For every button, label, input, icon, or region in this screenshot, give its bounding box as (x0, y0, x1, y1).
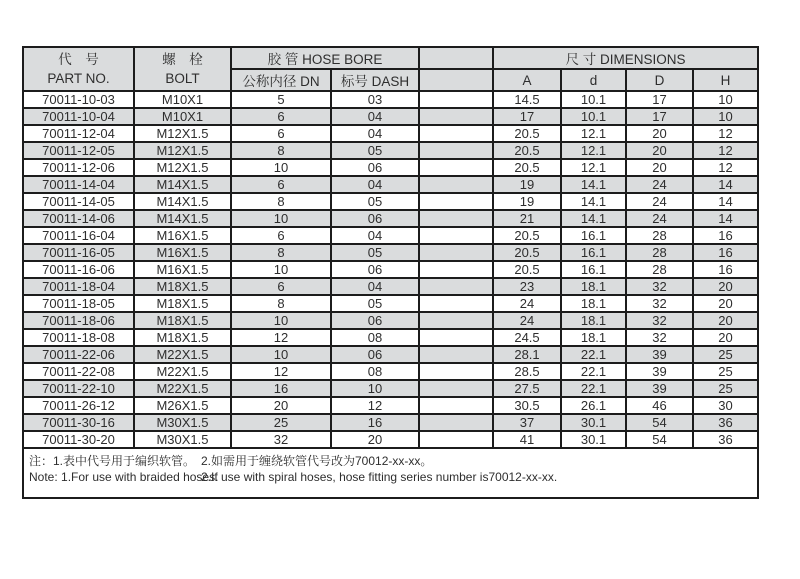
cell-dim-a: 27.5 (493, 380, 561, 397)
spacer-cell (419, 414, 493, 431)
cell-dim-d: 18.1 (561, 312, 626, 329)
table-row (23, 431, 758, 448)
spacer-cell (419, 159, 493, 176)
cell-dn: 10 (231, 312, 331, 329)
cell-dash: 04 (331, 227, 419, 244)
spacer-cell (419, 176, 493, 193)
cell-bolt: M10X1 (134, 108, 231, 125)
cell-dim-d: 12.1 (561, 159, 626, 176)
cell-part-no: 70011-16-05 (23, 244, 134, 261)
spacer-cell (419, 312, 493, 329)
cell-bolt: M16X1.5 (134, 261, 231, 278)
header-dim-h: H (693, 69, 758, 91)
note-en-2: 2.If use with spiral hoses, hose fitting series number is70012-xx-xx. (201, 470, 558, 484)
spacer-cell (419, 397, 493, 414)
cell-bolt: M26X1.5 (134, 397, 231, 414)
cell-bolt: M22X1.5 (134, 363, 231, 380)
cell-part-no: 70011-14-06 (23, 210, 134, 227)
cell-bolt: M10X1 (134, 91, 231, 108)
cell-part-no: 70011-12-05 (23, 142, 134, 159)
cell-dim-d: 22.1 (561, 380, 626, 397)
table-row (23, 312, 758, 329)
cell-dim-d: 22.1 (561, 346, 626, 363)
cell-dim-d-major: 28 (626, 227, 693, 244)
cell-dn: 6 (231, 125, 331, 142)
cell-dim-a: 20.5 (493, 159, 561, 176)
cell-dash: 06 (331, 159, 419, 176)
cell-bolt: M12X1.5 (134, 125, 231, 142)
cell-dim-d: 10.1 (561, 91, 626, 108)
cell-part-no: 70011-12-06 (23, 159, 134, 176)
cell-dim-d-major: 39 (626, 346, 693, 363)
cell-dash: 06 (331, 346, 419, 363)
cell-dim-a: 21 (493, 210, 561, 227)
table-row (23, 159, 758, 176)
cell-part-no: 70011-16-06 (23, 261, 134, 278)
cell-dash: 08 (331, 363, 419, 380)
cell-part-no: 70011-30-16 (23, 414, 134, 431)
cell-bolt: M30X1.5 (134, 414, 231, 431)
table-row (23, 193, 758, 210)
table-row (23, 244, 758, 261)
cell-bolt: M22X1.5 (134, 380, 231, 397)
table-row (23, 295, 758, 312)
cell-bolt: M18X1.5 (134, 312, 231, 329)
cell-dim-d-major: 32 (626, 312, 693, 329)
cell-part-no: 70011-18-04 (23, 278, 134, 295)
cell-dim-a: 20.5 (493, 125, 561, 142)
spacer-cell (419, 91, 493, 108)
header-spacer-top (419, 47, 493, 69)
cell-dash: 05 (331, 142, 419, 159)
cell-dn: 10 (231, 159, 331, 176)
cell-dim-d-major: 32 (626, 278, 693, 295)
header-dn: 公称内径 DN (231, 69, 331, 91)
cell-dim-h: 25 (693, 346, 758, 363)
cell-dim-h: 14 (693, 210, 758, 227)
cell-bolt: M16X1.5 (134, 227, 231, 244)
cell-dash: 03 (331, 91, 419, 108)
cell-bolt: M12X1.5 (134, 159, 231, 176)
cell-dash: 20 (331, 431, 419, 448)
spacer-cell (419, 329, 493, 346)
cell-dim-h: 16 (693, 244, 758, 261)
cell-dim-d-major: 20 (626, 142, 693, 159)
cell-dim-d: 30.1 (561, 431, 626, 448)
cell-dim-d: 12.1 (561, 125, 626, 142)
cell-dim-a: 17 (493, 108, 561, 125)
table-row (23, 380, 758, 397)
cell-dim-d: 16.1 (561, 227, 626, 244)
cell-dim-d: 18.1 (561, 278, 626, 295)
cell-dim-d: 18.1 (561, 295, 626, 312)
cell-dim-a: 41 (493, 431, 561, 448)
cell-dim-d-major: 17 (626, 108, 693, 125)
cell-dim-a: 24 (493, 312, 561, 329)
cell-dim-h: 10 (693, 91, 758, 108)
cell-dn: 8 (231, 193, 331, 210)
cell-dim-h: 20 (693, 278, 758, 295)
cell-dn: 6 (231, 227, 331, 244)
note-cell (23, 448, 758, 498)
cell-dim-a: 20.5 (493, 142, 561, 159)
header-dim-a: A (493, 69, 561, 91)
cell-dash: 06 (331, 261, 419, 278)
cell-dim-d-major: 28 (626, 261, 693, 278)
cell-part-no: 70011-30-20 (23, 431, 134, 448)
cell-dim-h: 25 (693, 380, 758, 397)
cell-dash: 04 (331, 108, 419, 125)
cell-dn: 32 (231, 431, 331, 448)
cell-dash: 08 (331, 329, 419, 346)
cell-bolt: M14X1.5 (134, 193, 231, 210)
cell-dn: 25 (231, 414, 331, 431)
table-row (23, 414, 758, 431)
cell-dim-h: 20 (693, 295, 758, 312)
cell-bolt: M14X1.5 (134, 176, 231, 193)
cell-dash: 06 (331, 312, 419, 329)
note-row (23, 448, 758, 498)
cell-dn: 6 (231, 278, 331, 295)
cell-part-no: 70011-18-06 (23, 312, 134, 329)
cell-dim-h: 36 (693, 414, 758, 431)
cell-dim-d-major: 20 (626, 159, 693, 176)
cell-dim-a: 20.5 (493, 227, 561, 244)
cell-dim-h: 12 (693, 125, 758, 142)
table-row (23, 91, 758, 108)
cell-dim-h: 25 (693, 363, 758, 380)
cell-dash: 05 (331, 295, 419, 312)
cell-dim-a: 19 (493, 176, 561, 193)
cell-dim-h: 14 (693, 176, 758, 193)
table-row (23, 346, 758, 363)
table-row (23, 142, 758, 159)
cell-dn: 12 (231, 363, 331, 380)
spacer-cell (419, 193, 493, 210)
cell-dim-d: 10.1 (561, 108, 626, 125)
cell-dim-a: 28.5 (493, 363, 561, 380)
cell-dn: 8 (231, 295, 331, 312)
cell-dim-a: 28.1 (493, 346, 561, 363)
cell-part-no: 70011-14-04 (23, 176, 134, 193)
cell-part-no: 70011-22-08 (23, 363, 134, 380)
header-dim-d: d (561, 69, 626, 91)
cell-dash: 04 (331, 176, 419, 193)
cell-dash: 10 (331, 380, 419, 397)
cell-bolt: M30X1.5 (134, 431, 231, 448)
cell-bolt: M18X1.5 (134, 278, 231, 295)
table-footer (23, 448, 758, 498)
table-row (23, 363, 758, 380)
cell-part-no: 70011-26-12 (23, 397, 134, 414)
cell-dim-d-major: 32 (626, 295, 693, 312)
cell-dim-d-major: 39 (626, 363, 693, 380)
cell-dn: 5 (231, 91, 331, 108)
cell-dim-d-major: 32 (626, 329, 693, 346)
cell-part-no: 70011-22-06 (23, 346, 134, 363)
cell-dim-a: 37 (493, 414, 561, 431)
table-row (23, 176, 758, 193)
spacer-cell (419, 261, 493, 278)
spacer-cell (419, 295, 493, 312)
header-part-no-en: PART NO. (47, 71, 110, 86)
cell-dash: 05 (331, 193, 419, 210)
cell-dim-h: 30 (693, 397, 758, 414)
cell-dim-d-major: 46 (626, 397, 693, 414)
cell-dim-h: 12 (693, 159, 758, 176)
cell-dash: 16 (331, 414, 419, 431)
cell-dim-d: 14.1 (561, 193, 626, 210)
cell-dim-h: 36 (693, 431, 758, 448)
cell-bolt: M18X1.5 (134, 329, 231, 346)
cell-dim-h: 12 (693, 142, 758, 159)
spacer-cell (419, 108, 493, 125)
cell-dim-h: 20 (693, 312, 758, 329)
header-part-no (23, 47, 134, 91)
table-row (23, 397, 758, 414)
header-hose-bore: 胶 管 HOSE BORE (231, 47, 419, 69)
cell-bolt: M22X1.5 (134, 346, 231, 363)
cell-dn: 10 (231, 261, 331, 278)
spacer-cell (419, 363, 493, 380)
parts-table (22, 46, 759, 499)
cell-dim-d-major: 20 (626, 125, 693, 142)
cell-dim-d-major: 17 (626, 91, 693, 108)
note-line-en (29, 469, 753, 485)
cell-dim-d-major: 24 (626, 210, 693, 227)
cell-dim-d: 30.1 (561, 414, 626, 431)
table-row (23, 108, 758, 125)
cell-dim-d: 18.1 (561, 329, 626, 346)
header-dash: 标号 DASH (331, 69, 419, 91)
cell-dash: 12 (331, 397, 419, 414)
cell-part-no: 70011-22-10 (23, 380, 134, 397)
cell-part-no: 70011-10-03 (23, 91, 134, 108)
cell-dn: 10 (231, 210, 331, 227)
cell-dn: 8 (231, 142, 331, 159)
cell-dim-d-major: 24 (626, 193, 693, 210)
cell-dim-d-major: 24 (626, 176, 693, 193)
cell-part-no: 70011-18-05 (23, 295, 134, 312)
cell-dim-d-major: 54 (626, 414, 693, 431)
header-dimensions: 尺 寸 DIMENSIONS (493, 47, 758, 69)
spacer-cell (419, 210, 493, 227)
cell-dim-d-major: 39 (626, 380, 693, 397)
spacer-cell (419, 380, 493, 397)
spacer-cell (419, 142, 493, 159)
cell-bolt: M14X1.5 (134, 210, 231, 227)
cell-dim-a: 24.5 (493, 329, 561, 346)
spacer-cell (419, 227, 493, 244)
cell-dim-d-major: 28 (626, 244, 693, 261)
cell-dim-d: 14.1 (561, 176, 626, 193)
cell-dim-d: 12.1 (561, 142, 626, 159)
cell-dim-a: 14.5 (493, 91, 561, 108)
spacer-cell (419, 244, 493, 261)
cell-dash: 04 (331, 278, 419, 295)
header-part-no-cn: 代 号 (58, 52, 99, 67)
table-row (23, 278, 758, 295)
cell-dim-d-major: 54 (626, 431, 693, 448)
header-row-1 (23, 47, 758, 69)
table-row (23, 329, 758, 346)
cell-dim-d: 16.1 (561, 244, 626, 261)
cell-dn: 20 (231, 397, 331, 414)
cell-bolt: M16X1.5 (134, 244, 231, 261)
cell-dim-d: 14.1 (561, 210, 626, 227)
cell-dim-d: 22.1 (561, 363, 626, 380)
spacer-cell (419, 125, 493, 142)
header-dim-d-major: D (626, 69, 693, 91)
header-bolt (134, 47, 231, 91)
cell-bolt: M12X1.5 (134, 142, 231, 159)
note-cn-2: 2.如需用于缠绕软管代号改为70012-xx-xx。 (201, 454, 433, 468)
cell-bolt: M18X1.5 (134, 295, 231, 312)
cell-dn: 6 (231, 176, 331, 193)
note-line-cn (29, 453, 753, 469)
cell-dim-d: 16.1 (561, 261, 626, 278)
header-bolt-cn: 螺 栓 (162, 52, 203, 67)
cell-dn: 8 (231, 244, 331, 261)
cell-dim-a: 19 (493, 193, 561, 210)
cell-part-no: 70011-14-05 (23, 193, 134, 210)
cell-dim-a: 24 (493, 295, 561, 312)
cell-part-no: 70011-10-04 (23, 108, 134, 125)
cell-dn: 12 (231, 329, 331, 346)
cell-dim-h: 14 (693, 193, 758, 210)
cell-dim-h: 16 (693, 227, 758, 244)
cell-dim-h: 10 (693, 108, 758, 125)
cell-dim-a: 20.5 (493, 244, 561, 261)
table-row (23, 125, 758, 142)
cell-dn: 10 (231, 346, 331, 363)
spacer-cell (419, 278, 493, 295)
spacer-cell (419, 431, 493, 448)
cell-dim-h: 20 (693, 329, 758, 346)
table-row (23, 227, 758, 244)
table-row (23, 261, 758, 278)
cell-dim-d: 26.1 (561, 397, 626, 414)
table-header (23, 47, 758, 91)
cell-part-no: 70011-18-08 (23, 329, 134, 346)
cell-dim-a: 30.5 (493, 397, 561, 414)
cell-dn: 6 (231, 108, 331, 125)
table-body (23, 91, 758, 448)
cell-dim-a: 23 (493, 278, 561, 295)
spacer-cell (419, 346, 493, 363)
header-bolt-en: BOLT (165, 71, 200, 86)
note-cn-1: 注：1.表中代号用于编织软管。 (29, 454, 196, 468)
cell-dash: 06 (331, 210, 419, 227)
cell-dim-a: 20.5 (493, 261, 561, 278)
cell-dim-h: 16 (693, 261, 758, 278)
note-en-1: Note: 1.For use with braided hoses. (29, 470, 219, 484)
header-spacer-bottom (419, 69, 493, 91)
cell-dash: 05 (331, 244, 419, 261)
cell-part-no: 70011-12-04 (23, 125, 134, 142)
cell-dash: 04 (331, 125, 419, 142)
table-row (23, 210, 758, 227)
cell-dn: 16 (231, 380, 331, 397)
cell-part-no: 70011-16-04 (23, 227, 134, 244)
